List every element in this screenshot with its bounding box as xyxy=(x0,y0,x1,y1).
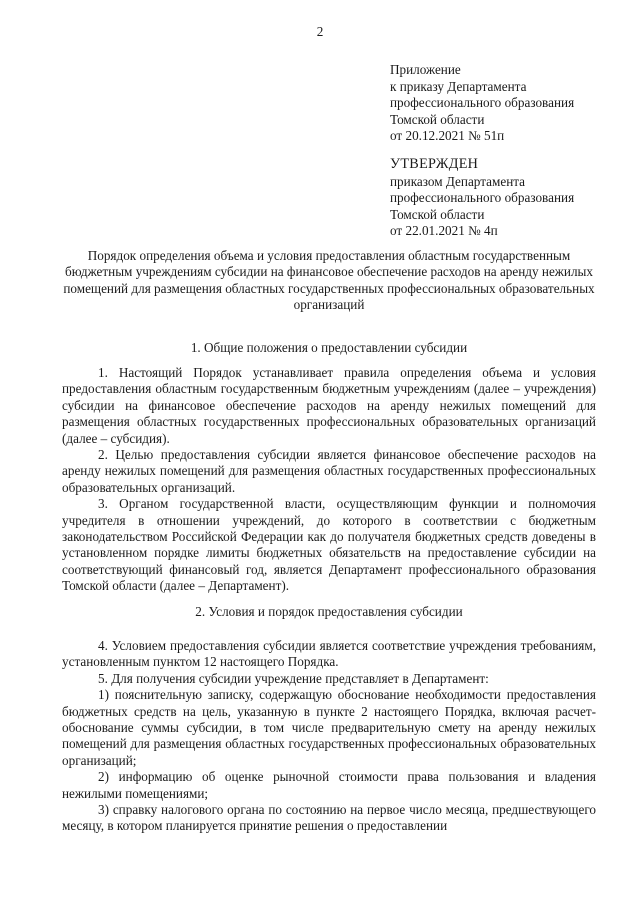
appendix-line: Приложение xyxy=(390,62,461,77)
appendix-line: от 20.12.2021 № 51п xyxy=(390,128,505,143)
paragraph: 5. Для получения субсидии учреждение представляет в Департамент: xyxy=(98,670,489,686)
approved-line: профессионального образования xyxy=(390,190,575,205)
page-number: 2 xyxy=(316,24,324,39)
approved-block xyxy=(390,156,625,240)
section-1-body xyxy=(62,365,596,595)
approved-line: приказом Департамента xyxy=(390,173,526,189)
document-title: Порядок определения объема и условия предоставления областным государственным бюджетным учреждениям субсидии на финансовое обеспечение расходов на аренду нежилых помещений для размещения областных государственных профессиональных образовательных организаций xyxy=(63,248,595,312)
paragraph: 2. Целью предоставления субсидии является финансовое обеспечение расходов на аренду нежилых помещений для размещения областных государственных профессиональных образовательных организаций. xyxy=(62,447,596,495)
appendix-line: к приказу Департамента xyxy=(390,78,527,94)
approved-line: Томской области xyxy=(390,206,485,222)
approved-line: от 22.01.2021 № 4п xyxy=(390,223,498,238)
paragraph: 4. Условием предоставления субсидии является соответствие учреждения требованиям, установленным пунктом 12 настоящего Порядка. xyxy=(62,638,596,670)
paragraph: 1. Настоящий Порядок устанавливает правила определения объема и условия предоставления областным государственным бюджетным учреждениям (далее – учреждения) субсидии на финансовое обеспечение расходов на аренду нежилых помещений для размещения областных государственных профессиональных образовательных организаций (далее – субсидия). xyxy=(62,365,596,446)
paragraph: 1) пояснительную записку, содержащую обоснование необходимости предоставления бюджетных средств на цель, указанную в пункте 2 настоящего Порядка, включая расчет-обоснование суммы субсидии, в том числе предварительную смету на аренду нежилых помещений для размещения областных государственных профессиональных образовательных организаций; xyxy=(62,687,596,768)
paragraph: 3. Органом государственной власти, осуществляющим функции и полномочия учредителя в отношении учреждений, до которого в соответствии с бюджетным законодательством Российской Федерации как до получателя бюджетных средств доведены в установленном порядке лимиты бюджетных обязательств на предоставление субсидии на соответствующий финансовый год, является Департамент профессионального образования Томской области (далее – Департамент). xyxy=(62,496,596,594)
section-2-body xyxy=(62,638,596,835)
appendix-block xyxy=(390,62,625,145)
paragraph: 3) справку налогового органа по состоянию на первое число месяца, предшествующего месяцу, в котором планируется принятие решения о предоставлении xyxy=(62,802,596,834)
appendix-line: Томской области xyxy=(390,111,485,127)
section-heading: 1. Общие положения о предоставлении субсидии xyxy=(190,340,468,355)
paragraph: 2) информацию об оценке рыночной стоимости права пользования и владения нежилыми помещениями; xyxy=(62,769,596,801)
approved-heading: УТВЕРЖДЕН xyxy=(390,156,479,172)
section-heading: 2. Условия и порядок предоставления субсидии xyxy=(195,604,463,619)
appendix-line: профессионального образования xyxy=(390,95,575,110)
